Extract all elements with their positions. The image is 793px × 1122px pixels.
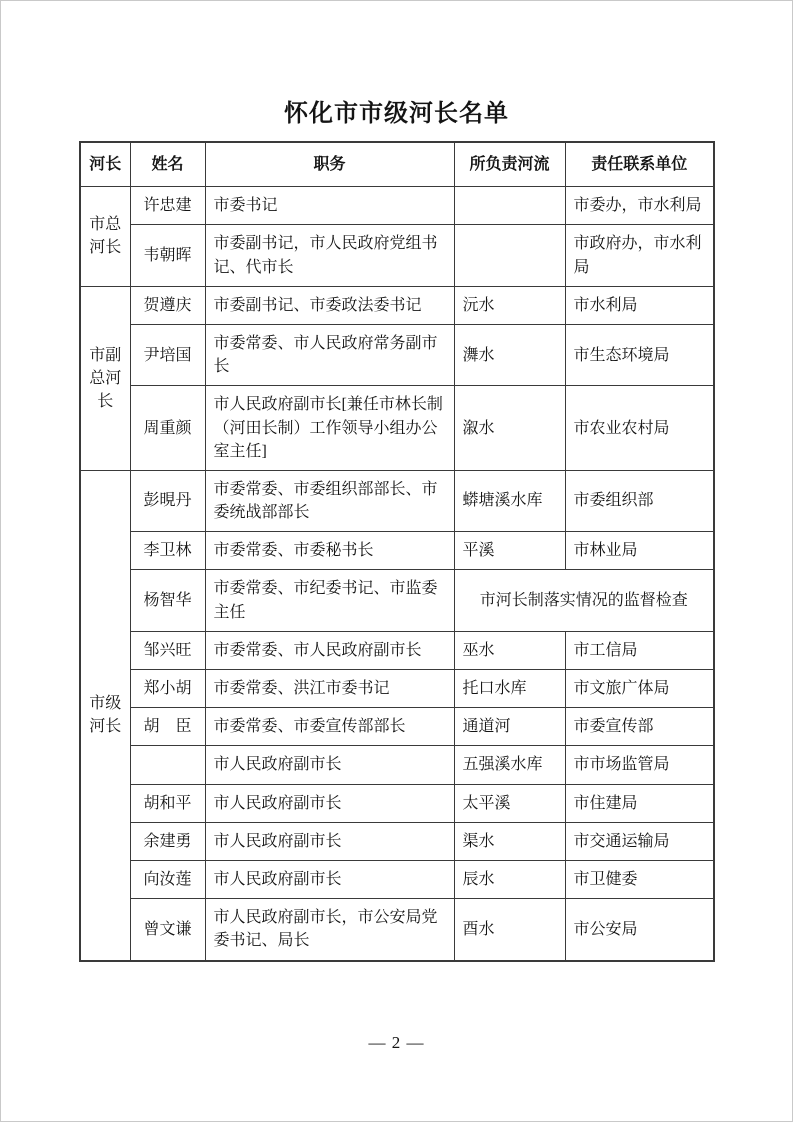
name-cell: 周重颜 <box>130 386 205 471</box>
table-row <box>80 631 714 669</box>
unit-cell: 市政府办，市水利局 <box>565 225 714 286</box>
name-cell: 贺遵庆 <box>130 286 205 324</box>
group-label-cell: 市级河长 <box>80 470 130 960</box>
unit-cell: 市公安局 <box>565 899 714 961</box>
table-row <box>80 286 714 324</box>
table-body <box>80 187 714 961</box>
table-row <box>80 822 714 860</box>
position-cell: 市人民政府副市长[兼任市林长制（河田长制）工作领导小组办公室主任] <box>205 386 454 471</box>
header-river-chief: 河长 <box>80 142 130 187</box>
river-cell: 巫水 <box>454 631 565 669</box>
unit-cell: 市市场监管局 <box>565 746 714 784</box>
river-cell: 通道河 <box>454 708 565 746</box>
name-cell: 杨智华 <box>130 570 205 631</box>
table-row <box>80 225 714 286</box>
name-cell: 向汝莲 <box>130 860 205 898</box>
table-row <box>80 860 714 898</box>
unit-cell: 市卫健委 <box>565 860 714 898</box>
unit-cell: 市农业农村局 <box>565 386 714 471</box>
river-cell: 㵲水 <box>454 324 565 385</box>
supervision-note-cell: 市河长制落实情况的监督检查 <box>454 570 714 631</box>
group-label-cell: 市副总河长 <box>80 286 130 470</box>
group-label-cell: 市总河长 <box>80 187 130 287</box>
name-cell: 彭晛丹 <box>130 470 205 531</box>
position-cell: 市委副书记、市委政法委书记 <box>205 286 454 324</box>
name-cell: 许忠建 <box>130 187 205 225</box>
position-cell: 市委常委、市纪委书记、市监委主任 <box>205 570 454 631</box>
position-cell: 市人民政府副市长 <box>205 746 454 784</box>
river-cell: 溆水 <box>454 386 565 471</box>
position-cell: 市人民政府副市长 <box>205 784 454 822</box>
position-cell: 市委常委、市委秘书长 <box>205 532 454 570</box>
name-cell: 郑小胡 <box>130 670 205 708</box>
table-row <box>80 386 714 471</box>
name-cell: 邹兴旺 <box>130 631 205 669</box>
river-cell: 酉水 <box>454 899 565 961</box>
name-cell: 余建勇 <box>130 822 205 860</box>
position-cell: 市委常委、市委组织部部长、市委统战部部长 <box>205 470 454 531</box>
river-chief-table <box>79 141 715 962</box>
name-cell: 尹培国 <box>130 324 205 385</box>
river-cell: 太平溪 <box>454 784 565 822</box>
table-row <box>80 708 714 746</box>
position-cell: 市人民政府副市长 <box>205 860 454 898</box>
river-cell: 托口水库 <box>454 670 565 708</box>
position-cell: 市委书记 <box>205 187 454 225</box>
name-cell: 曾文谦 <box>130 899 205 961</box>
page-title: 怀化市市级河长名单 <box>284 100 509 127</box>
position-cell: 市委常委、市人民政府常务副市长 <box>205 324 454 385</box>
table-row <box>80 187 714 225</box>
table-row <box>80 746 714 784</box>
unit-cell: 市委宣传部 <box>565 708 714 746</box>
river-cell: 沅水 <box>454 286 565 324</box>
header-river: 所负责河流 <box>454 142 565 187</box>
name-cell: 李卫林 <box>130 532 205 570</box>
position-cell: 市委副书记，市人民政府党组书记、代市长 <box>205 225 454 286</box>
name-cell: 胡和平 <box>130 784 205 822</box>
unit-cell: 市委组织部 <box>565 470 714 531</box>
position-cell: 市委常委、市人民政府副市长 <box>205 631 454 669</box>
unit-cell: 市工信局 <box>565 631 714 669</box>
unit-cell: 市住建局 <box>565 784 714 822</box>
table-row <box>80 899 714 961</box>
table-row <box>80 570 714 631</box>
river-cell <box>454 225 565 286</box>
position-cell: 市人民政府副市长，市公安局党委书记、局长 <box>205 899 454 961</box>
position-cell: 市人民政府副市长 <box>205 822 454 860</box>
unit-cell: 市水利局 <box>565 286 714 324</box>
header-unit: 责任联系单位 <box>565 142 714 187</box>
river-cell: 平溪 <box>454 532 565 570</box>
unit-cell: 市委办，市水利局 <box>565 187 714 225</box>
table-row <box>80 324 714 385</box>
header-position: 职务 <box>205 142 454 187</box>
unit-cell: 市交通运输局 <box>565 822 714 860</box>
table-row <box>80 784 714 822</box>
table-header <box>80 142 714 187</box>
position-cell: 市委常委、洪江市委书记 <box>205 670 454 708</box>
river-cell: 辰水 <box>454 860 565 898</box>
river-cell: 蟒塘溪水库 <box>454 470 565 531</box>
name-cell: 韦朝晖 <box>130 225 205 286</box>
river-cell: 五强溪水库 <box>454 746 565 784</box>
header-name: 姓名 <box>130 142 205 187</box>
river-cell: 渠水 <box>454 822 565 860</box>
unit-cell: 市生态环境局 <box>565 324 714 385</box>
table-header-row <box>80 142 714 187</box>
name-cell <box>130 746 205 784</box>
table-row <box>80 670 714 708</box>
position-cell: 市委常委、市委宣传部部长 <box>205 708 454 746</box>
table-row <box>80 532 714 570</box>
page-number: — 2 — <box>368 1033 425 1052</box>
unit-cell: 市林业局 <box>565 532 714 570</box>
river-cell <box>454 187 565 225</box>
table-row <box>80 470 714 531</box>
unit-cell: 市文旅广体局 <box>565 670 714 708</box>
name-cell: 胡 臣 <box>130 708 205 746</box>
